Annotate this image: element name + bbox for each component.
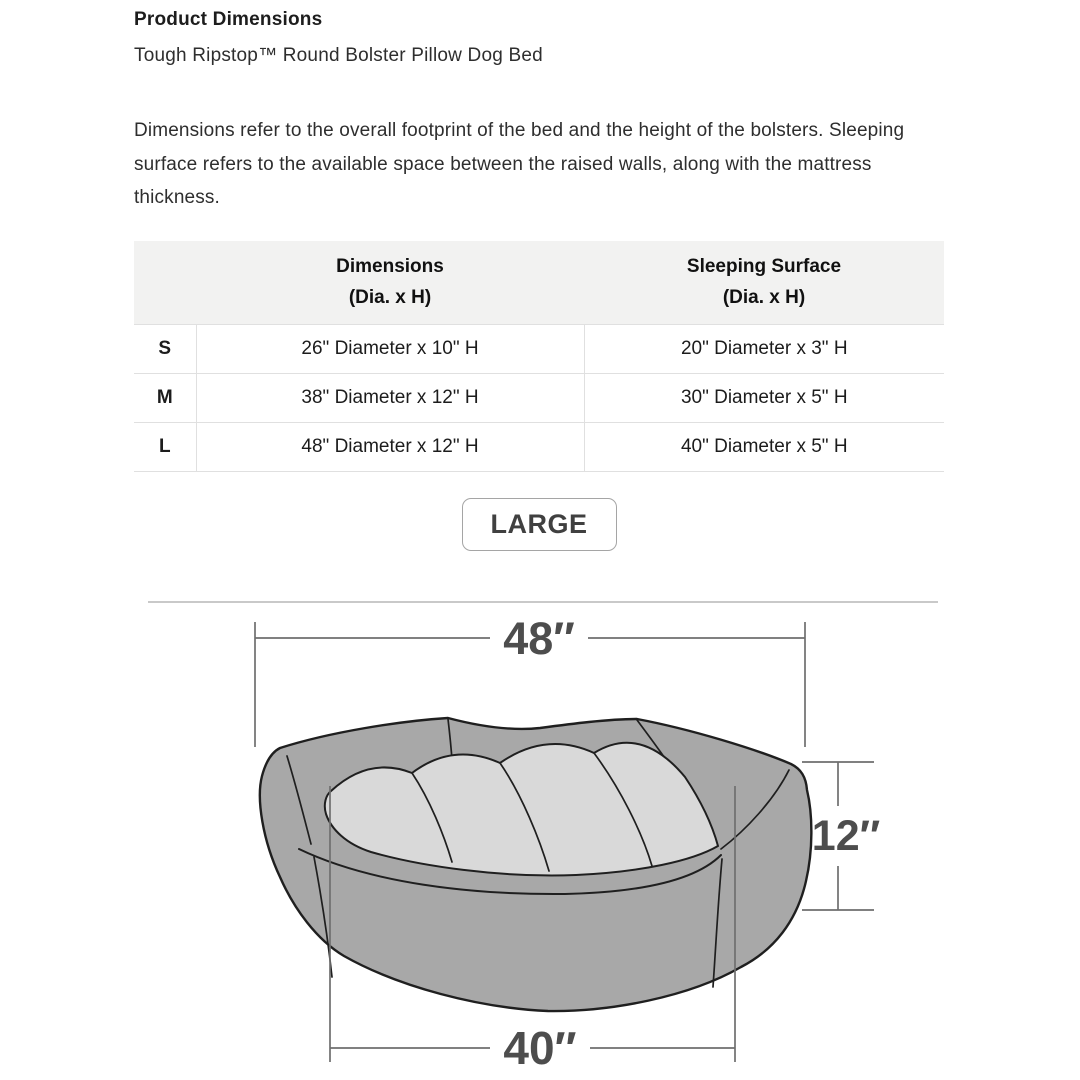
dog-bed-illustration [260, 718, 811, 1011]
width-dimension-label: 48″ [503, 613, 575, 664]
dimensions-value: 38" Diameter x 12" H [196, 373, 584, 422]
size-table [134, 241, 944, 472]
size-button-row [134, 498, 944, 551]
dimensions-value: 26" Diameter x 10" H [196, 324, 584, 373]
sleeping-surface-value: 20" Diameter x 3" H [584, 324, 944, 373]
product-name: Tough Ripstop™ Round Bolster Pillow Dog Bed [134, 45, 543, 66]
table-row [134, 373, 944, 422]
size-label: M [134, 373, 196, 422]
height-dimension [802, 762, 880, 910]
table-row [134, 324, 944, 373]
page-title: Product Dimensions [134, 9, 323, 30]
dimensions-column-header: Dimensions (Dia. x H) [196, 241, 584, 325]
width-dimension [255, 613, 805, 747]
size-label: L [134, 422, 196, 471]
product-diagram [130, 600, 950, 1080]
size-column-header [134, 241, 196, 325]
sleeping-surface-column-header: Sleeping Surface (Dia. x H) [584, 241, 944, 325]
size-label: S [134, 324, 196, 373]
size-button-large[interactable]: LARGE [462, 498, 617, 551]
sleeping-surface-value: 40" Diameter x 5" H [584, 422, 944, 471]
dimensions-value: 48" Diameter x 12" H [196, 422, 584, 471]
table-row [134, 422, 944, 471]
table-header-row [134, 241, 944, 325]
sleeping-surface-value: 30" Diameter x 5" H [584, 373, 944, 422]
product-description: Dimensions refer to the overall footprint of the bed and the height of the bolsters. Sleeping surface refers to the available space between the raised walls, along with the mattress thickness. [134, 120, 905, 208]
sleeping-width-dimension-label: 40″ [503, 1022, 577, 1074]
height-dimension-label: 12″ [811, 812, 881, 860]
